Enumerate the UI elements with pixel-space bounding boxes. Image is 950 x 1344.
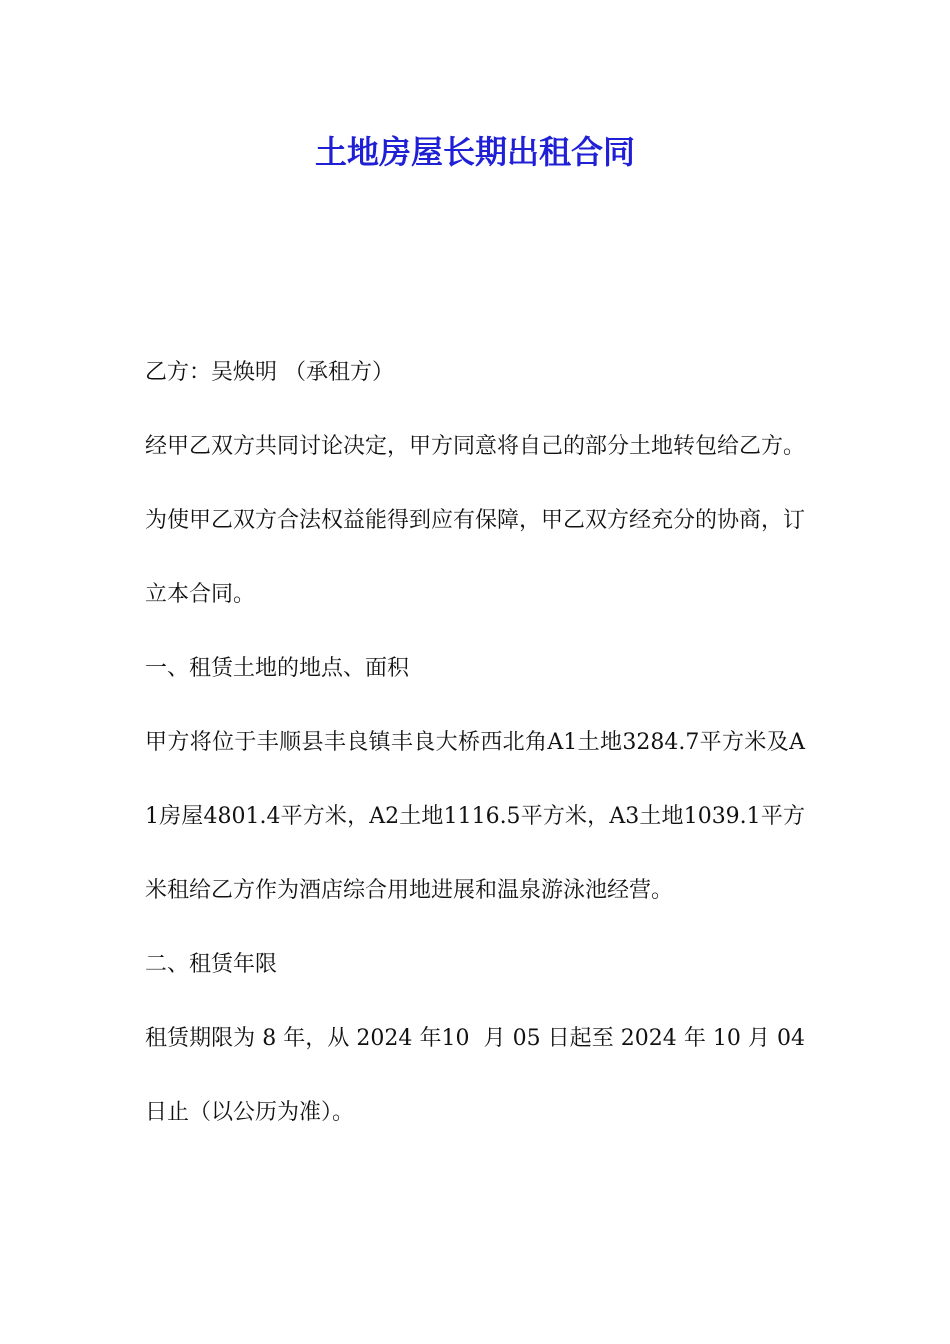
- section-heading-location-area: 一、租赁土地的地点、面积: [145, 656, 410, 681]
- lease-term-paragraph: 租赁期限为 8 年，从 2024 年10 月 05 日起至 2024 年 10 月 04 日止（以公历为准）。: [145, 1026, 812, 1125]
- preamble-paragraph: 经甲乙双方共同讨论决定，甲方同意将自己的部分土地转包给乙方。为使甲乙双方合法权益能得到应有保障，甲乙双方经充分的协商，订立本合同。: [145, 434, 806, 607]
- document-body: [145, 336, 812, 1150]
- party-b-line: 乙方：吴焕明 （承租方）: [145, 360, 394, 385]
- document-title: 土地房屋长期出租合同: [314, 133, 635, 171]
- location-area-paragraph: 甲方将位于丰顺县丰良镇丰良大桥西北角A1土地3284.7平方米及A1房屋4801.4平方米，A2土地1116.5平方米，A3土地1039.1平方米租给乙方作为酒店综合用地进展和温泉游泳池经营。: [145, 730, 805, 903]
- section-heading-lease-term: 二、租赁年限: [145, 952, 278, 977]
